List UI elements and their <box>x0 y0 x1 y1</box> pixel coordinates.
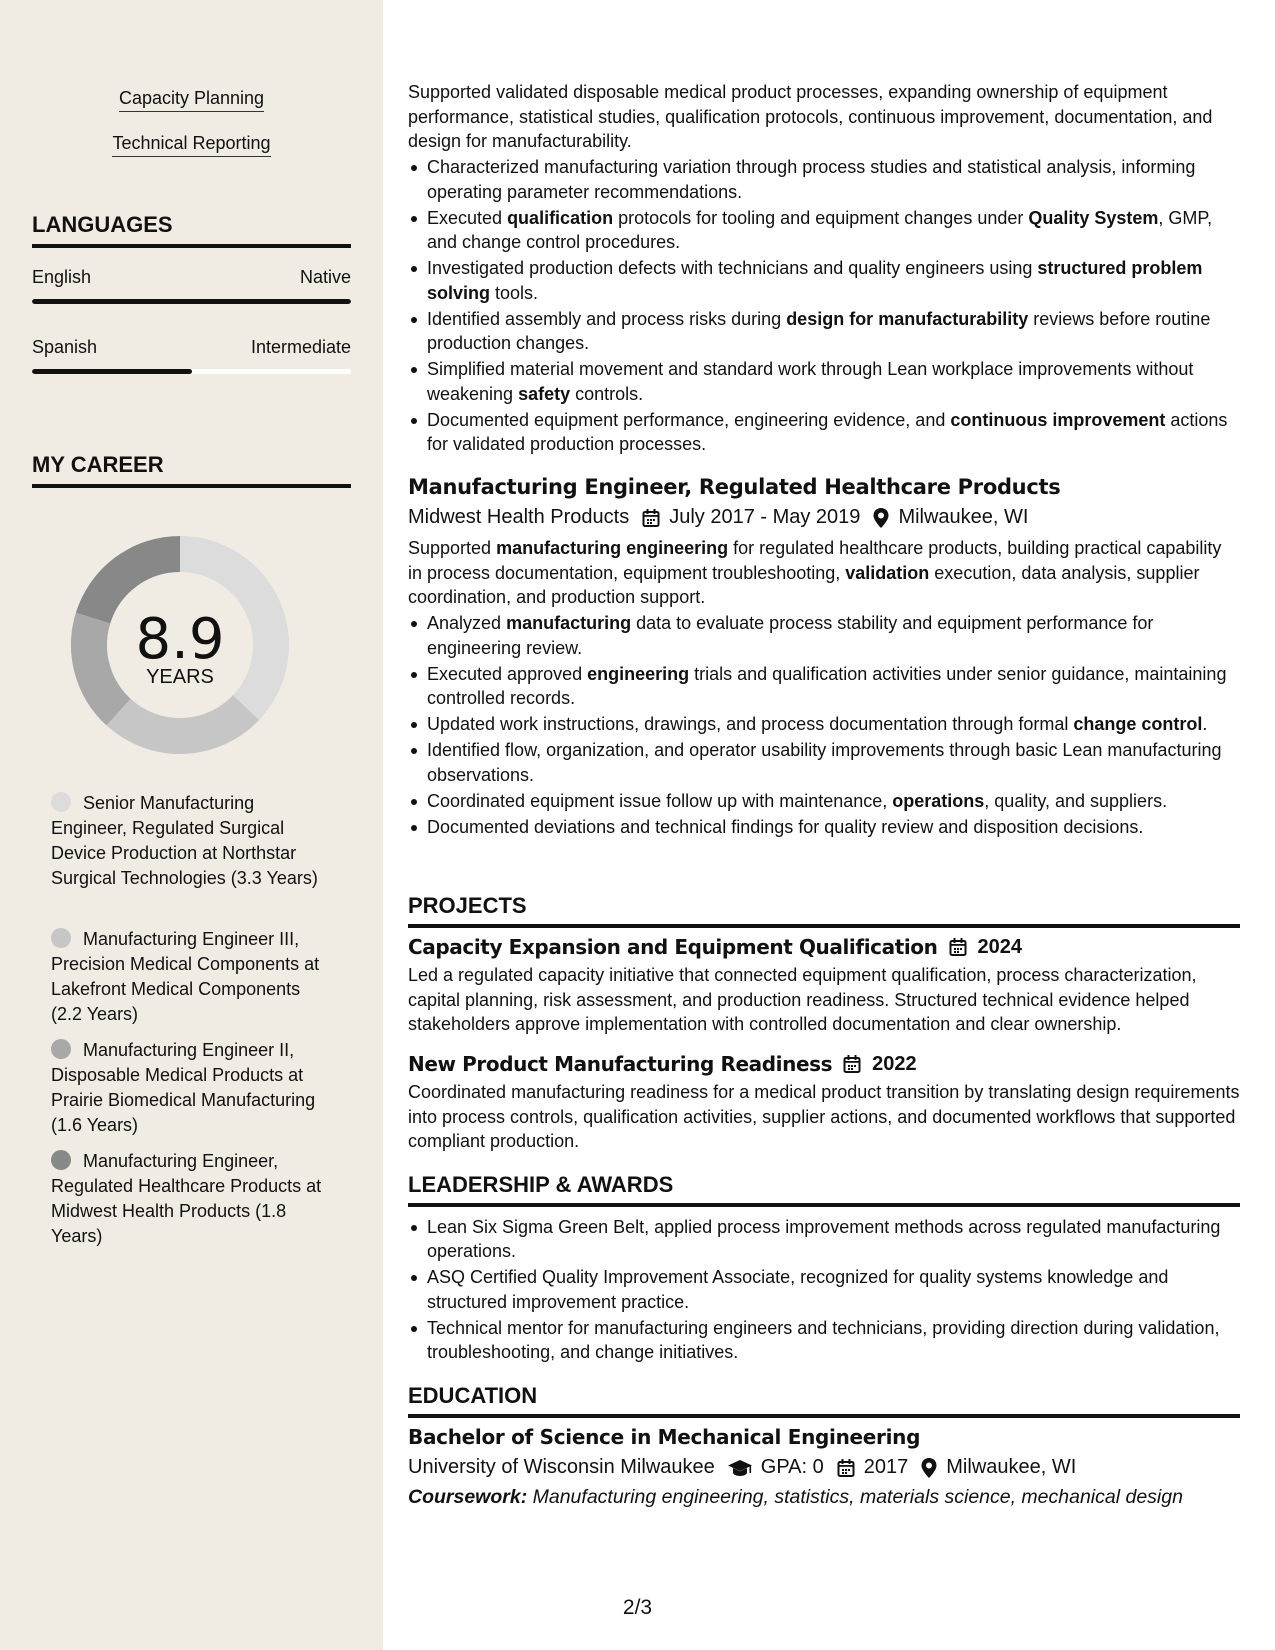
career-legend-item: Manufacturing Engineer II, Disposable Medical Products at Prairie Biomedical Manufacturing (1.6 Years) <box>51 1040 316 1135</box>
job-entry <box>408 475 1240 839</box>
text-segment: Executed approved <box>427 663 588 684</box>
text-segment: . <box>1202 714 1208 734</box>
text-segment: Characterized manufacturing variation through process studies and statistical analysis, informing operating parameter recommendations. <box>427 157 1196 202</box>
project-title-row <box>408 1052 1240 1076</box>
languages-heading: LANGUAGES <box>32 212 351 248</box>
project-year: 2022 <box>872 1052 917 1075</box>
bullet-item <box>408 408 1240 457</box>
page-number: 2/3 <box>622 1596 653 1619</box>
text-segment: , quality, and suppliers. <box>984 790 1168 811</box>
language-row <box>32 267 351 288</box>
keyword: continuous improvement <box>950 409 1166 430</box>
job-entry <box>408 80 1240 457</box>
text-segment: Documented equipment performance, engineering evidence, and <box>427 409 951 430</box>
text-segment: for regulated healthcare products, building practical capability in process documentation, equipment troubleshooting, <box>408 538 1222 583</box>
text-segment: Investigated production defects with technicians and quality engineers using <box>427 258 1038 278</box>
job-meta <box>408 506 1240 529</box>
project-name: New Product Manufacturing Readiness <box>408 1052 833 1076</box>
job-location: Milwaukee, WI <box>898 506 1029 528</box>
language-name: English <box>32 267 92 287</box>
language-proficiency-bar <box>32 369 351 374</box>
text-segment: Updated work instructions, drawings, and process documentation through formal <box>427 714 1074 734</box>
text-segment: Simplified material movement and standard work through Lean workplace improvements without weakening <box>427 359 1194 404</box>
location-pin-icon <box>872 507 890 529</box>
school-location: Milwaukee, WI <box>946 1456 1077 1478</box>
bullet-item <box>408 206 1240 255</box>
project-entry <box>408 1052 1240 1154</box>
legend-dot <box>51 1039 71 1059</box>
text-segment: reviews before routine production changes. <box>427 308 1211 353</box>
education-meta <box>408 1456 1240 1479</box>
bullet-item <box>408 357 1240 406</box>
keyword: change control <box>1073 714 1203 734</box>
career-heading: MY CAREER <box>32 452 351 488</box>
language-level: Intermediate <box>250 337 351 357</box>
keyword: safety <box>518 383 571 404</box>
text-segment: Identified flow, organization, and operator usability improvements through basic Lean manufacturing observations. <box>427 740 1222 785</box>
text-segment: Analyzed <box>427 613 507 633</box>
skill-item: Technical Reporting <box>0 133 383 154</box>
text-segment: Executed <box>427 207 508 228</box>
text-segment: protocols for tooling and equipment changes under <box>613 207 1029 228</box>
text-segment: controls. <box>570 383 644 404</box>
text-segment: Identified assembly and process risks during <box>427 308 787 329</box>
calendar-icon <box>641 508 661 528</box>
language-level: Native <box>299 267 351 287</box>
bullet-item <box>408 712 1240 737</box>
keyword: qualification <box>507 207 614 228</box>
career-donut-chart <box>65 530 295 760</box>
coursework-list: Manufacturing engineering, statistics, materials science, mechanical design <box>527 1486 1183 1508</box>
calendar-icon <box>842 1054 862 1074</box>
job-summary <box>408 536 1240 610</box>
bullet-item <box>408 307 1240 356</box>
graduation-year: 2017 <box>863 1456 909 1478</box>
text-segment: , GMP, and change control procedures. <box>427 207 1213 252</box>
keyword: design for manufacturability <box>786 308 1029 329</box>
career-legend-item: Manufacturing Engineer, Regulated Healthcare Products at Midwest Health Products (1.8 Years) <box>51 1151 322 1246</box>
job-title: Manufacturing Engineer, Regulated Healthcare Products <box>408 475 1061 499</box>
bullet-item: Technical mentor for manufacturing engineers and technicians, providing direction during validation, troubleshooting, and change initiatives. <box>408 1316 1240 1365</box>
gpa: GPA: 0 <box>760 1456 824 1478</box>
skill-item: Capacity Planning <box>0 88 383 109</box>
language-name: Spanish <box>32 337 98 357</box>
career-total-years: 8.9 <box>135 607 225 672</box>
keyword: manufacturing engineering <box>496 538 729 558</box>
education-entry <box>408 1425 1240 1509</box>
language-row <box>32 337 351 358</box>
bullet-item <box>408 611 1240 660</box>
legend-dot <box>51 928 71 948</box>
bullet-item <box>408 738 1240 787</box>
keyword: validation <box>845 562 930 583</box>
language-proficiency-bar <box>32 299 351 304</box>
keyword: Quality System <box>1028 207 1159 228</box>
projects-heading: PROJECTS <box>408 893 1240 928</box>
coursework <box>408 1486 1240 1509</box>
education-heading: EDUCATION <box>408 1383 1240 1418</box>
project-entry <box>408 935 1240 1037</box>
calendar-icon <box>836 1458 856 1478</box>
language-proficiency-fill <box>32 299 351 304</box>
project-year: 2024 <box>977 935 1022 958</box>
keyword: engineering <box>587 663 690 684</box>
bullet-item <box>408 789 1240 814</box>
text-segment: execution, data analysis, supplier coordination, and production support. <box>408 562 1200 607</box>
job-summary: Supported validated disposable medical product processes, expanding ownership of equipment performance, statistical studies, qualification protocols, continuous improvement, documentation, and design for manufacturability. <box>408 82 1213 151</box>
bullet-item <box>408 155 1240 204</box>
project-description: Led a regulated capacity initiative that connected equipment qualification, process characterization, capital planning, risk assessment, and production readiness. Structured technical evidence helped stakeholders approve implementation with controlled documentation and clear ownership. <box>408 965 1197 1034</box>
text-segment: data to evaluate process stability and equipment performance for engineering review. <box>427 613 1154 658</box>
legend-dot <box>51 792 71 812</box>
legend-dot <box>51 1150 71 1170</box>
calendar-icon <box>948 937 968 957</box>
text-segment: Documented deviations and technical findings for quality review and disposition decisions. <box>427 816 1144 837</box>
career-unit-label: YEARS <box>146 666 214 688</box>
keyword: operations <box>892 790 985 811</box>
leadership-bullets <box>408 1213 1240 1365</box>
text-segment: trials and qualification activities under senior guidance, maintaining controlled records. <box>427 663 1227 708</box>
project-description: Coordinated manufacturing readiness for a medical product transition by translating design requirements into process controls, qualification activities, supplier actions, and documented workflows that supported compliant production. <box>408 1082 1240 1151</box>
school-name: University of Wisconsin Milwaukee <box>408 1456 715 1478</box>
project-title-row <box>408 935 1240 959</box>
career-legend-item: Senior Manufacturing Engineer, Regulated Surgical Device Production at Northstar Surgical Technologies (3.3 Years) <box>51 793 318 888</box>
keyword: structured problem solving <box>427 258 1203 303</box>
career-donut-segment <box>89 618 119 712</box>
job-company: Midwest Health Products <box>408 506 630 528</box>
location-pin-icon <box>920 1457 938 1479</box>
bullet-item <box>408 662 1240 711</box>
sidebar <box>0 0 383 1650</box>
job-dates: July 2017 - May 2019 <box>669 506 861 528</box>
bullet-item: Lean Six Sigma Green Belt, applied process improvement methods across regulated manufacturing operations. <box>408 1215 1240 1264</box>
graduation-cap-icon <box>727 1458 753 1478</box>
project-name: Capacity Expansion and Equipment Qualification <box>408 935 938 959</box>
bullet-item <box>408 256 1240 305</box>
text-segment: Supported <box>408 538 497 558</box>
bullet-item <box>408 815 1240 840</box>
coursework-label: Coursework: <box>408 1486 528 1508</box>
text-segment: Coordinated equipment issue follow up with maintenance, <box>427 790 893 811</box>
job-bullets <box>408 611 1240 839</box>
career-legend-item: Manufacturing Engineer III, Precision Medical Components at Lakefront Medical Components (2.2 Years) <box>51 929 320 1024</box>
text-segment: tools. <box>490 282 539 303</box>
career-donut-segment <box>119 708 246 736</box>
bullet-item: ASQ Certified Quality Improvement Associate, recognized for quality systems knowledge and structured improvement practice. <box>408 1265 1240 1314</box>
job-bullets <box>408 155 1240 457</box>
text-segment: actions for validated production processes. <box>427 409 1228 454</box>
leadership-heading: LEADERSHIP & AWARDS <box>408 1172 1240 1207</box>
language-proficiency-fill <box>32 369 192 374</box>
degree-title: Bachelor of Science in Mechanical Engineering <box>408 1425 921 1449</box>
keyword: manufacturing <box>506 613 632 633</box>
